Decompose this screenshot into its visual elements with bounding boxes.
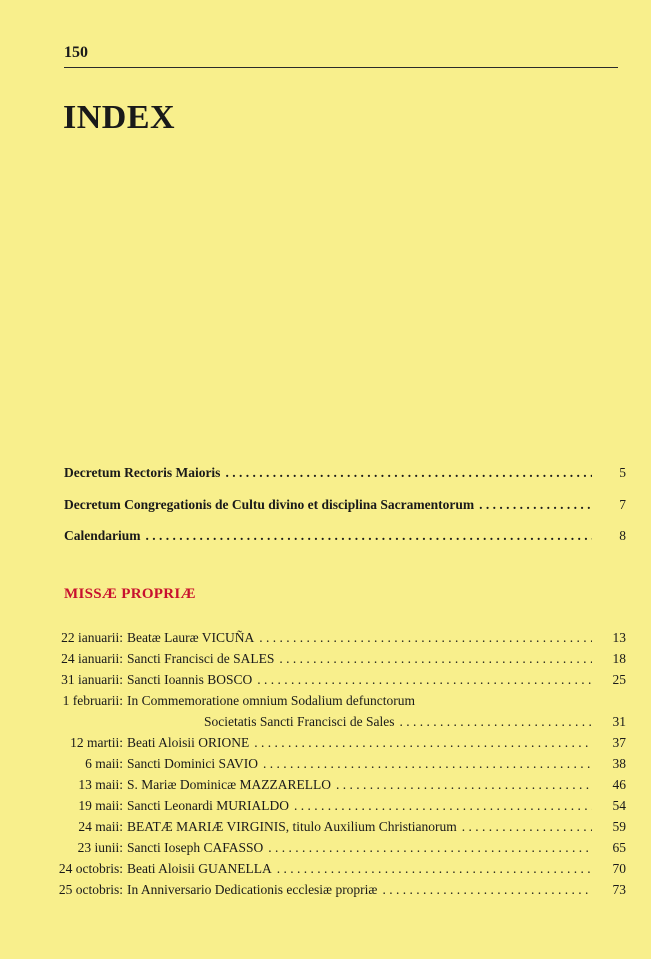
entry-title: Sancti Francisci de SALES (127, 651, 275, 666)
entry-page: 5 (619, 465, 626, 480)
entry-date: 24 maii: (78, 819, 123, 834)
entry-date: 24 ianuarii: (61, 651, 123, 666)
index-entry-decretum-rectoris[interactable] (0, 465, 651, 481)
page-title: INDEX (63, 99, 176, 136)
entry-page: 13 (612, 630, 626, 645)
index-entry[interactable] (0, 735, 651, 751)
entry-date: 6 maii: (85, 756, 123, 771)
entry-title: Decretum Congregationis de Cultu divino et disciplina Sacramentorum (64, 497, 475, 512)
entry-date: 23 iunii: (77, 840, 123, 855)
entry-title: Sancti Leonardi MURIALDO (127, 798, 289, 813)
leader-dots (382, 882, 592, 898)
index-entry[interactable] (0, 651, 651, 667)
entry-date: 19 maii: (78, 798, 123, 813)
entry-title: Sancti Dominici SAVIO (127, 756, 258, 771)
entry-title: Calendarium (64, 528, 141, 543)
entry-title: In Commemoratione omnium Sodalium defunctorum (127, 693, 415, 708)
entry-title: Beati Aloisii GUANELLA (127, 861, 272, 876)
entry-page: 70 (612, 861, 626, 876)
entry-title: Beati Aloisii ORIONE (127, 735, 250, 750)
index-entry-continuation[interactable] (0, 714, 651, 730)
entry-page: 38 (612, 756, 626, 771)
leader-dots (279, 651, 592, 667)
index-entry-calendarium[interactable] (0, 528, 651, 544)
leader-dots (277, 861, 592, 877)
index-entry[interactable] (0, 798, 651, 814)
entry-date: 12 martii: (70, 735, 123, 750)
leader-dots (263, 756, 592, 772)
index-entry[interactable] (0, 630, 651, 646)
index-entry[interactable] (0, 672, 651, 688)
section-heading: MISSÆ PROPRIÆ (64, 586, 196, 602)
entry-page: 65 (612, 840, 626, 855)
index-entry[interactable] (0, 840, 651, 856)
leader-dots (462, 819, 592, 835)
page-number: 150 (64, 44, 88, 61)
index-entry[interactable] (0, 819, 651, 835)
entry-page: 46 (612, 777, 626, 792)
entry-page: 59 (612, 819, 626, 834)
leader-dots (268, 840, 592, 856)
leader-dots (336, 777, 592, 793)
index-entry-decretum-congregationis[interactable] (0, 497, 651, 513)
entry-title: Beatæ Lauræ VICUÑA (127, 630, 255, 645)
entry-page: 37 (612, 735, 626, 750)
entry-page: 25 (612, 672, 626, 687)
entry-page: 18 (612, 651, 626, 666)
entry-date: 24 octobris: (58, 861, 123, 876)
entry-date: 31 ianuarii: (61, 672, 123, 687)
entry-title-continuation: Societatis Sancti Francisci de Sales (204, 714, 395, 729)
leader-dots (399, 714, 592, 730)
entry-page: 8 (619, 528, 626, 543)
leader-dots (146, 528, 592, 544)
leader-dots (254, 735, 592, 751)
index-entry[interactable] (0, 861, 651, 877)
leader-dots (259, 630, 592, 646)
entry-date: 22 ianuarii: (61, 630, 123, 645)
entry-title: S. Mariæ Dominicæ MAZZARELLO (127, 777, 331, 792)
entry-page: 54 (612, 798, 626, 813)
header-rule (64, 67, 618, 68)
entry-date: 13 maii: (78, 777, 123, 792)
index-entry[interactable] (0, 756, 651, 772)
entry-page: 7 (619, 497, 626, 512)
leader-dots (479, 497, 592, 513)
index-entry[interactable] (0, 693, 651, 709)
entry-page: 73 (612, 882, 626, 897)
entry-title: Sancti Ioannis BOSCO (127, 672, 253, 687)
entry-date: 1 februarii: (62, 693, 123, 708)
entry-title: Sancti Ioseph CAFASSO (127, 840, 264, 855)
entry-date: 25 octobris: (58, 882, 123, 897)
entry-title: BEATÆ MARIÆ VIRGINIS, titulo Auxilium Christianorum (127, 819, 457, 834)
leader-dots (294, 798, 592, 814)
entry-title: Decretum Rectoris Maioris (64, 465, 221, 480)
entry-title: In Anniversario Dedicationis ecclesiæ propriæ (127, 882, 378, 897)
index-entry[interactable] (0, 882, 651, 898)
entry-page: 31 (612, 714, 626, 729)
leader-dots (225, 465, 592, 481)
leader-dots (257, 672, 592, 688)
index-entry[interactable] (0, 777, 651, 793)
